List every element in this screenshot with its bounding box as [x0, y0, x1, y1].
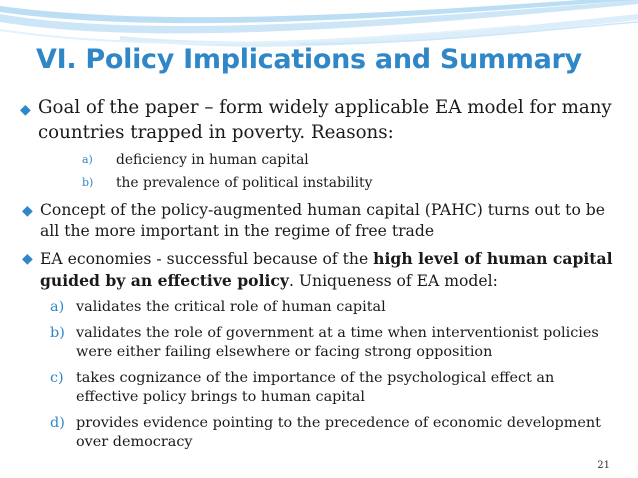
- page-number: 21: [597, 460, 610, 471]
- list-item: [50, 298, 610, 317]
- bullet-pahc: [22, 200, 620, 242]
- list-item-text: provides evidence pointing to the precedence of economic development over democracy: [76, 415, 601, 450]
- list-item: [82, 151, 638, 169]
- slide-title: VI. Policy Implications and Summary: [36, 44, 582, 75]
- bullet-text-bold: high level of human capital guided by an effective policy: [40, 249, 613, 290]
- bullet-text: Concept of the policy-augmented human capital (PAHC) turns out to be all the more important in the regime of free trade: [40, 201, 606, 240]
- bullet-text: [40, 248, 620, 292]
- list-item: [50, 414, 610, 452]
- bullet-ea-economies: [22, 248, 620, 292]
- diamond-bullet-icon: ◆: [20, 102, 31, 118]
- list-letter: b): [82, 176, 94, 189]
- list-item-text: takes cognizance of the importance of the psychological effect an effective policy brings to human capital: [76, 370, 555, 405]
- list-letter: c): [50, 370, 64, 386]
- list-item: [50, 369, 610, 407]
- list-item: [82, 174, 638, 192]
- list-letter: a): [82, 153, 93, 166]
- list-letter: b): [50, 325, 65, 341]
- list-letter: a): [50, 299, 65, 315]
- diamond-bullet-icon: ◆: [22, 251, 33, 267]
- list-letter: d): [50, 415, 65, 431]
- diamond-bullet-icon: ◆: [22, 203, 33, 219]
- bullet-text: Goal of the paper – form widely applicable EA model for many countries trapped in poverty. Reasons:: [38, 97, 612, 143]
- bullet-text-before: EA economies - successful because of the: [40, 250, 374, 268]
- bullet-text-after: . Uniqueness of EA model:: [288, 272, 498, 290]
- list-item-text: validates the role of government at a time when interventionist policies were either failing elsewhere or facing strong opposition: [76, 325, 599, 360]
- list-item-text: validates the critical role of human capital: [76, 299, 386, 315]
- list-item-text: deficiency in human capital: [116, 152, 309, 168]
- bullet-goal: [20, 95, 620, 145]
- list-item-text: the prevalence of political instability: [116, 175, 373, 191]
- list-item: [50, 324, 610, 362]
